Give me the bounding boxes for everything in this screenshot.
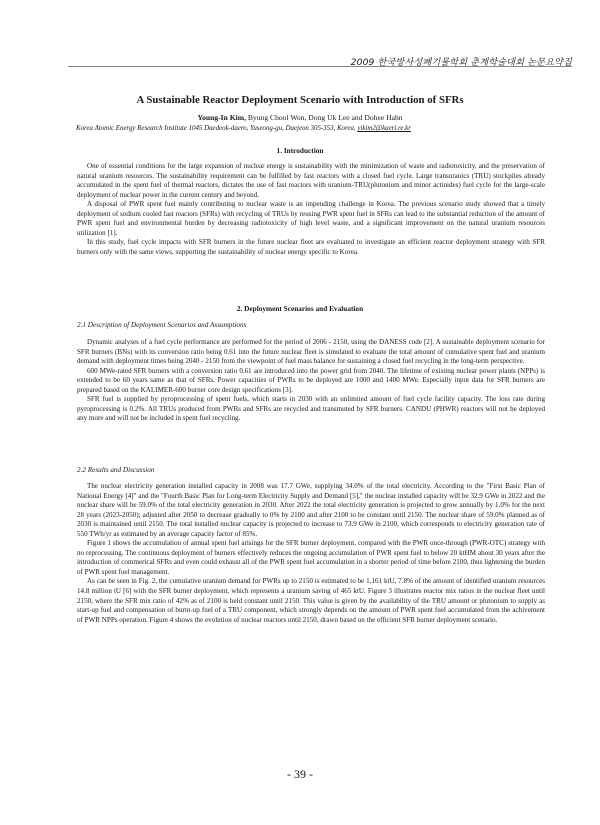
paragraph: 600 MWe-rated SFR burners with a conversion ratio 0.61 are introduced into the power grid from 2040. The lifetime of existing nuclear power plants (NPPs) is extended to be 60 years same as that of SFRs. Power capacities of PWRs to be deployed are 1000 and 1400 MWe. Especially input data for SFR burners are prepared based on the KALIMER-600 burner core design specifications [3]. <box>77 366 545 394</box>
paragraph: SFR fuel is supplied by pyroprocessing of spent fuels, which starts in 2030 with an unlimited amount of fuel cycle facility capacity. The loss rate during pyroprocessing is 0.2%. All TRUs produced from PWRs and SFRs are recycled and transmuted by SFR burners. CANDU (PHWR) reactors will not be deployed any more and will not be included in spent fuel recycling. <box>77 395 545 423</box>
header-rule <box>68 66 572 67</box>
author-line <box>0 113 600 122</box>
co-authors: Byung Chool Won, Dong Uk Lee and Dohee Hahn <box>245 113 403 122</box>
paragraph: One of essential conditions for the large expansion of nuclear energy is sustainability with the minimization of waste and radiotoxicity, and the preservation of natural uranium resources. The sustainability requirement can be fulfilled by fast reactors with a closed fuel cycle. Large transuranics (TRU) stockpiles already accumulated in the spent fuel of thermal reactors, dictates the use of fast reactors with uranium-TRU(plutonium and minor actinides) fuel cycle for the large-scale deployment of nuclear power in the current century and beyond. <box>77 162 545 199</box>
conference-header: 2009 한국방사성폐기물학회 춘계학술대회 논문요약집 <box>350 57 572 68</box>
paper-title: A Sustainable Reactor Deployment Scenario with Introduction of SFRs <box>136 94 464 106</box>
paragraph: Figure 1 shows the accumulation of annual spent fuel arisings for the SFR burner deployment, compared with the PWR once-through (PWR-OTC) strategy with no reprocessing. The continuous deployment of burners effectively reduces the ongoing accumulation of PWR spent fuel to below 20 ktHM about 30 years after the introduction of commerical SFRs and even could exhaust all of the PWR spent fuel accumulation in a shorter period of time before 2100, thus lightening the burden of PWR spent fuel management. <box>77 539 545 576</box>
paragraph: The nuclear electricity generation installed capacity in 2008 was 17.7 GWe, supplying 34.0% of the total electricity. According to the "First Basic Plan of National Energy [4]" and the "Fourth Basic Plan for Long-term Electricity Supply and Demand [5]," the nuclear installed capacity will be 32.9 GWe in 2022 and the nuclear share will be 59.0% of the total electricity generation in 2030. After 2022 the total electricity generation is projected to grow annually by 1.0% for the next 28 years (2023-2050); adjusted after 2050 to decrease gradually to 0% by 2100 and after 2100 to be constant until 2150. The nuclear share of 59.0% planned as of 2030 is maintained until 2150. The total installed nuclear capacity is projected to increase to 73.9 GWe in 2100, which corresponds to electricity generation rate of 550 TWh/yr as estimated by an average capacity factor of 85%. <box>77 482 545 538</box>
paragraph: As can be seen in Fig. 2, the cumulative uranium demand for PWRs up to 2150 is estimated to be 1,161 ktU, 7.8% of the amount of identified uranium resources 14.8 million tU [6] with the SFR burner deployment, which represents a uranium saving of 465 ktU. Figure 3 illustrates reactor mix ratios in the nuclear fleet until 2150, where the SFR mix ratio of 42% as of 2100 is held constant until 2150. This value is given by the availability of the TRU amount or plutonium to supply as start-up fuel and compensation of burnt-up fuel of a TRU component, which strongly depends on the amount of PWR spent fuel accumulated from the achivement of PWR NPPs operation. Figure 4 shows the evolution of nuclear reactors until 2150, drawn based on the efficient SFR burner deployment scenario. <box>77 577 545 624</box>
section-heading-introduction: 1. Introduction <box>276 146 324 155</box>
paragraph: A disposal of PWR spent fuel mainly contributing to nuclear waste is an impending challenge in Korea. The previous scenario study showed that a timely deployment of sodium cooled fast reactors (SFRs) with recycling of TRUs by reusing PWR spent fuel in SFRs can lead to the substantial reduction of the amount of PWR spent fuel and environmental burden by decreasing radiotoxicity of high level waste, and a significant improvement on the natural uranium resources utilization [1]. <box>77 200 545 237</box>
paragraph: Dynamic analyses of a fuel cycle performance are performed for the period of 2006 - 2150, using the DANESS code [2]. A sustainable deployment scenario for SFR burners (BNs) with its conversion ratio being 0.61 into the future nuclear fleet is simulated to evaluate the total amount of cumulative spent fuel and uranium demand with deployment times being 2040 - 2150 from the viewpoint of fuel mass balance for sustaining a closed fuel recycling in the long-term perspective. <box>77 338 545 366</box>
paragraph: In this study, fuel cycle impacts with SFR burners in the future nuclear fleet are evaluated to investigate an efficient reactor deployment strategy with SFR burners only with the same views, supporting the sustainability of nuclear energy specific to Korea. <box>77 238 545 256</box>
subsection-heading-description: 2.1 Description of Deployment Scenarios and Assumptions <box>77 321 247 329</box>
affiliation-text: Korea Atomic Energy Research Institute 1045 Daedeok-daero, Yuseong-gu, Daejeon 305-353, Korea, <box>76 125 358 132</box>
section-heading-deployment: 2. Deployment Scenarios and Evaluation <box>236 304 364 313</box>
first-author: Young-In Kim, <box>197 113 246 122</box>
description-body <box>77 338 545 424</box>
introduction-body <box>77 162 545 257</box>
results-body <box>77 482 545 625</box>
page-number: - 39 - <box>287 767 313 781</box>
subsection-heading-results: 2.2 Results and Discussion <box>77 466 155 474</box>
affiliation <box>76 125 570 132</box>
email-link[interactable]: yikim2@kaeri.re.kr <box>357 125 411 132</box>
